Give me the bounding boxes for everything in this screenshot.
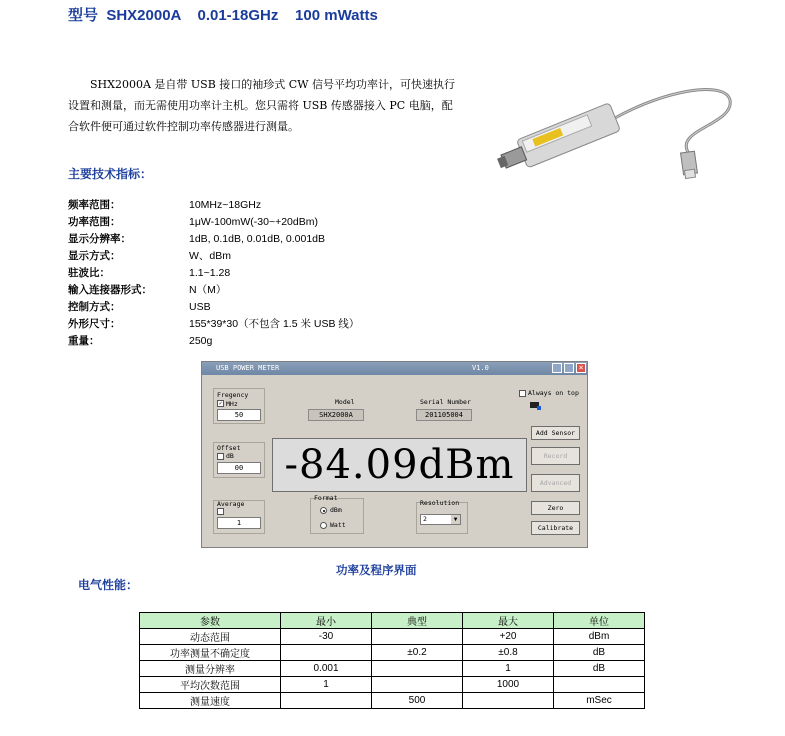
table-cell: [372, 677, 463, 693]
electrical-heading: 电气性能：: [78, 578, 139, 592]
always-on-top-checkbox[interactable]: [519, 390, 526, 397]
table-cell: 1: [281, 677, 372, 693]
table-row: [140, 661, 645, 677]
watt-radio-label: Watt: [330, 521, 346, 529]
add-sensor-button[interactable]: Add Sensor: [531, 426, 580, 440]
window-titlebar: [202, 362, 587, 375]
resolution-value: 2: [423, 515, 427, 523]
table-cell: [554, 677, 645, 693]
average-input[interactable]: 1: [217, 517, 261, 529]
db-checkbox[interactable]: [217, 453, 224, 460]
zero-button[interactable]: Zero: [531, 501, 580, 515]
advanced-button[interactable]: Advanced: [531, 474, 580, 492]
intro-paragraph: SHX2000A 是自带 USB 接口的袖珍式 CW 信号平均功率计，可快速执行设置和测量，而无需使用功率计主机。您只需将 USB 传感器接入 PC 电脑，配合软件便可通过软件控制功率传感器进行测量。: [68, 78, 455, 133]
db-label: dB: [226, 452, 234, 460]
spec-value: 250g: [189, 335, 213, 347]
electrical-table: [139, 612, 645, 709]
offset-input[interactable]: 00: [217, 462, 261, 474]
header-cell: 参数: [140, 613, 281, 629]
table-cell: 功率测量不确定度: [140, 645, 281, 661]
dbm-radio-label: dBm: [330, 506, 342, 514]
table-cell: [372, 661, 463, 677]
spec-key: 显示方式：: [68, 250, 121, 262]
spec-value: 1μW-100mW(-30~+20dBm): [189, 216, 318, 228]
minimize-icon[interactable]: [552, 363, 562, 373]
page-title: 型号 SHX2000A 0.01-18GHz 100 mWatts: [68, 7, 378, 24]
table-cell: 平均次数范围: [140, 677, 281, 693]
average-label: Average: [217, 500, 245, 508]
header-cell: 典型: [372, 613, 463, 629]
table-cell: mSec: [554, 693, 645, 709]
chevron-down-icon[interactable]: ▼: [451, 515, 460, 524]
spec-value: USB: [189, 301, 211, 313]
window-version: V1.0: [472, 364, 489, 372]
table-cell: ±0.2: [372, 645, 463, 661]
spec-key: 驻波比：: [68, 267, 110, 279]
mhz-checkbox[interactable]: ✓: [218, 400, 223, 407]
maximize-icon[interactable]: [564, 363, 574, 373]
table-cell: -30: [281, 629, 372, 645]
table-cell: [281, 645, 372, 661]
spec-key: 显示分辨率：: [68, 233, 131, 245]
format-label: Format: [314, 494, 338, 502]
table-cell: 动态范围: [140, 629, 281, 645]
power-reading-display: -84.09dBm: [272, 438, 527, 492]
spec-value: W、dBm: [189, 250, 231, 262]
table-row: [140, 629, 645, 645]
table-cell: 500: [372, 693, 463, 709]
calibrate-button[interactable]: Calibrate: [531, 521, 580, 535]
sensor-photo: [495, 70, 735, 185]
spec-value: 1dB, 0.1dB, 0.01dB, 0.001dB: [189, 233, 326, 245]
serial-label: Serial Number: [420, 398, 471, 406]
table-cell: ±0.8: [463, 645, 554, 661]
spec-key: 重量：: [68, 335, 100, 347]
table-cell: [463, 693, 554, 709]
always-on-top-label: Always on top: [528, 389, 579, 397]
table-cell: dB: [554, 645, 645, 661]
spec-key: 输入连接器形式：: [68, 284, 152, 296]
table-row: [140, 645, 645, 661]
table-cell: +20: [463, 629, 554, 645]
table-cell: 0.001: [281, 661, 372, 677]
header-cell: 最大: [463, 613, 554, 629]
spec-value: N（M）: [189, 284, 227, 296]
mhz-label: MHz: [226, 400, 238, 408]
dbm-radio[interactable]: [320, 507, 327, 514]
table-cell: [281, 693, 372, 709]
table-header-row: [140, 613, 645, 629]
frequency-input[interactable]: 50: [217, 409, 261, 421]
figure-caption: 功率及程序界面: [336, 563, 417, 577]
table-cell: 1000: [463, 677, 554, 693]
model-value: SHX2000A: [308, 409, 364, 421]
serial-value: 201105004: [416, 409, 472, 421]
offset-label: Offset: [217, 444, 241, 452]
resolution-label: Resolution: [420, 499, 460, 507]
table-cell: 1: [463, 661, 554, 677]
watt-radio[interactable]: [320, 522, 327, 529]
power-meter-window: [201, 361, 588, 548]
resolution-select[interactable]: [420, 514, 461, 525]
table-row: [140, 693, 645, 709]
table-cell: [372, 629, 463, 645]
header-cell: 单位: [554, 613, 645, 629]
spec-value: 155*39*30（不包含 1.5 米 USB 线）: [189, 318, 360, 330]
specs-heading: 主要技术指标：: [68, 167, 153, 181]
model-label: Model: [335, 398, 355, 406]
spec-key: 外形尺寸：: [68, 318, 121, 330]
spec-value: 10MHz~18GHz: [189, 199, 262, 211]
record-button[interactable]: Record: [531, 447, 580, 465]
close-icon[interactable]: ×: [576, 363, 586, 373]
table-cell: dBm: [554, 629, 645, 645]
spec-key: 频率范围：: [68, 199, 121, 211]
status-dot-icon: [537, 406, 541, 410]
header-cell: 最小: [281, 613, 372, 629]
spec-key: 功率范围：: [68, 216, 121, 228]
table-cell: 测量速度: [140, 693, 281, 709]
table-cell: 测量分辨率: [140, 661, 281, 677]
spec-value: 1.1~1.28: [189, 267, 231, 279]
table-row: [140, 677, 645, 693]
table-cell: dB: [554, 661, 645, 677]
frequency-label: Fregency: [217, 391, 249, 399]
average-checkbox[interactable]: [217, 508, 224, 515]
spec-key: 控制方式：: [68, 301, 121, 313]
window-title: USB POWER METER: [216, 364, 280, 372]
